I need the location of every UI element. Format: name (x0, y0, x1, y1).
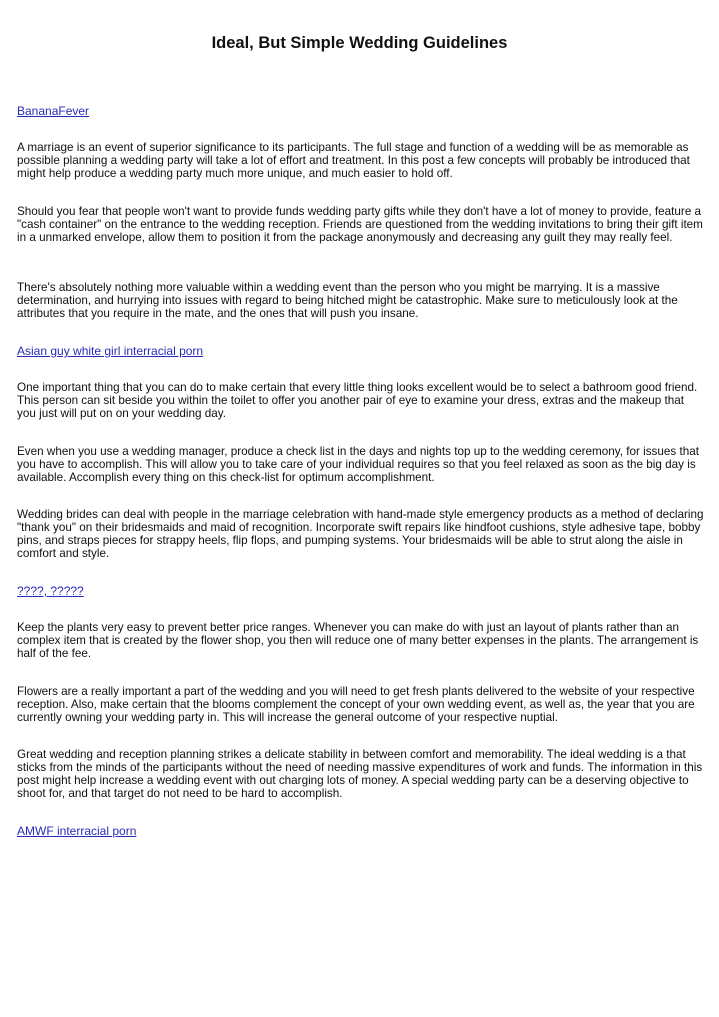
inline-link-2[interactable]: ????, ????? (17, 584, 84, 598)
paragraph-5: Even when you use a wedding manager, produce a check list in the days and nights top up to the wedding ceremony, for issues that you have to accomplish. This will allow you to take care of your individual requires so that you feel relaxed as soon as the big day is available. Accomplish every thing on this check-list for optimum accomplishment. (17, 445, 699, 485)
paragraph-6: Wedding brides can deal with people in the marriage celebration with hand-made style emergency products as a method of declaring "thank you" on their bridesmaids and maid of recognition. Incorporate swift repairs like hindfoot cushions, style adhesive tape, bobby pins, and straps pieces for strappy heels, flip flops, and pumping systems. Your bridesmaids will be able to strut along the aisle in comfort and style. (17, 508, 704, 561)
paragraph-7: Keep the plants very easy to prevent better price ranges. Whenever you can make do with just an layout of plants rather than an complex item that is created by the flower shop, you then will reduce one of many better expenses in the plants. The arrangement is half of the fee. (17, 621, 699, 661)
paragraph-4: One important thing that you can do to make certain that every little thing looks excellent would be to select a bathroom good friend. This person can sit beside you within the toilet to offer you another pair of eye to examine your dress, extras and the makeup that you just will put on on your wedding day. (17, 381, 698, 421)
paragraph-3: There's absolutely nothing more valuable within a wedding event than the person who you might be marrying. It is a massive determination, and hurrying into issues with regard to being hitched might be catastrophic. Make sure to meticulously look at the attributes that you require in the mate, and the ones that will push you insane. (17, 281, 678, 321)
paragraph-9: Great wedding and reception planning strikes a delicate stability in between comfort and memorability. The ideal wedding is a that sticks from the minds of the participants without the need of needing massive expenditures of work and funds. The information in this post might help increase a wedding event with out charging lots of money. A special wedding party can be a deserving objective to shoot for, and that target do not need to be hard to accomplish. (17, 748, 703, 801)
paragraph-2: Should you fear that people won't want to provide funds wedding party gifts while they don't have a lot of money to provide, feature a "cash container" on the entrance to the wedding reception. Friends are questioned from the wedding invitations to bring their gift item in a unmarked envelope, allow them to position it from the package anonymously and decreasing any guilt they may really feel. (17, 205, 703, 245)
page-title: Ideal, But Simple Wedding Guidelines (211, 34, 508, 52)
paragraph-8: Flowers are a really important a part of the wedding and you will need to get fresh plants delivered to the website of your respective reception. Also, make certain that the blooms complement the concept of your own wedding event, as well as, the year that you are currently owning your wedding party in. This will increase the general outcome of your respective nuptial. (17, 685, 695, 725)
inline-link-1[interactable]: Asian guy white girl interracial porn (17, 344, 204, 358)
inline-link-3[interactable]: AMWF interracial porn (17, 824, 137, 838)
author-link[interactable]: BananaFever (17, 104, 90, 118)
paragraph-1: A marriage is an event of superior significance to its participants. The full stage and function of a wedding will be as memorable as possible planning a wedding party will take a lot of effort and treatment. In this post a few concepts will probably be introduced that might help produce a wedding party much more unique, and much easier to hold off. (17, 141, 690, 181)
